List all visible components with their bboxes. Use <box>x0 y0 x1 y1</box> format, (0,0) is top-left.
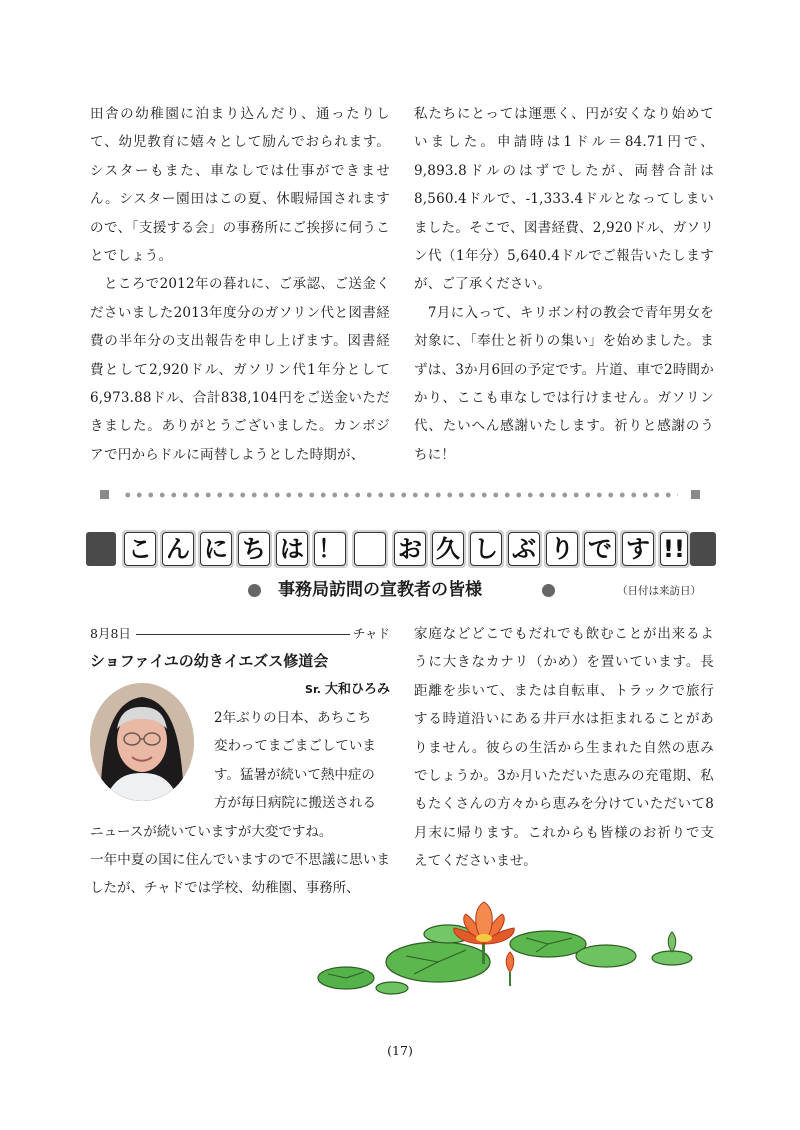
section-subtitle: 事務局訪問の宣教者の皆様 <box>278 580 482 600</box>
top-right-column <box>414 100 714 469</box>
banner-char: ん <box>160 530 196 568</box>
banner-end-block <box>86 532 116 566</box>
lotus-illustration <box>316 900 696 1000</box>
section-banner <box>86 530 716 570</box>
paragraph: 田舎の幼稚園に泊まり込んだり、通ったりして、幼児教育に嬉々として励んでおられます。シスターもまた、車なしでは仕事ができません。シスター園田はこの夏、休暇帰国されますので、「支援する会」の事務所にご挨拶に伺うことでしょう。 <box>90 106 390 265</box>
banner-char: 久 <box>430 530 466 568</box>
paragraph: ニュースが続いていますが大変ですね。 <box>90 823 333 840</box>
paragraph: 一年中夏の国に住んでいますので不思議に思いましたが、チャドでは学校、幼稚園、事務所、 <box>90 852 390 897</box>
dotted-divider <box>100 488 700 502</box>
organization-name: ショファイユの幼きイエズス修道会 <box>90 652 329 670</box>
divider-square-left <box>100 490 109 499</box>
banner-char: す <box>620 530 656 568</box>
paragraph: 7月に入って、キリボン村の教会で青年男女を対象に、「奉仕と祈りの集い」を始めました。まずは、3か月6回の予定です。片道、車で2時間かかり、ここも車なしでは行けません。ガソリン代、たいへん感謝いたします。祈りと感謝のうちに！ <box>414 304 714 463</box>
banner-char: お <box>392 530 428 568</box>
banner-char: に <box>198 530 234 568</box>
banner-char: で <box>582 530 618 568</box>
text-line: 方が毎日病院に搬送される <box>214 795 376 812</box>
visit-line <box>90 624 390 644</box>
author-name: 大和ひろみ <box>324 682 390 697</box>
banner-char: り <box>544 530 580 568</box>
banner-char: こ <box>122 530 158 568</box>
text-line: 2年ぶりの日本、あちこち <box>214 710 372 726</box>
text-line: す。猛暑が続いて熱中症の <box>214 766 375 783</box>
banner-char: ち <box>236 530 272 568</box>
page-number: (17) <box>387 1043 413 1058</box>
bullet-icon <box>248 584 261 597</box>
author <box>305 680 390 700</box>
visit-place: チャド <box>352 626 390 641</box>
banner-blank-cell <box>352 530 388 568</box>
top-left-column <box>90 100 390 469</box>
paragraph: 私たちにとっては運悪く、円が安くなり始めていました。申請時は1ドル＝84.71円で、9,893.8ドルのはずでしたが、両替合計は8,560.4ドルで、-1,333.4ドルとなってしまいました。そこで、図書経費、2,920ドル、ガソリン代（1年分）5,640.4ドルでご報告いたしますが、ご了承ください。 <box>414 106 714 293</box>
divider-dots <box>122 492 678 498</box>
paragraph: 家庭などどこでもだれでも飲むことが出来るように大きなカナリ（かめ）を置いています。長距離を歩いて、または自転車、トラックで旅行する時道沿いにある井戸水は拒まれることがありません。彼らの生活から生まれた自然の恵みでしょうか。3か月いただいた恵みの充電期、私もたくさんの方々から恵みを分けていただいて8月末に帰ります。これからも皆様のお祈りで支えてくださいませ。 <box>414 626 714 870</box>
divider-square-right <box>691 490 700 499</box>
bullet-icon <box>542 584 555 597</box>
banner-char: は <box>274 530 310 568</box>
article-wrapped-text <box>90 704 390 818</box>
visit-date: 8月8日 <box>90 626 131 641</box>
text-line: 変わってまごまごしていま <box>214 738 376 755</box>
lotus-icon <box>316 900 696 1000</box>
author-prefix: Sr. <box>305 683 321 696</box>
paragraph: ところで2012年の暮れに、ご承認、ご送金くださいました2013年度分のガソリン代と図書経費の半年分の支出報告を申し上げます。図書経費として2,920ドル、ガソリン代1年分として6,973.88ドル、合計838,104円をご送金いただきました。ありがとうございました。カンボジアで円からドルに両替しようとした時期が、 <box>90 276 390 463</box>
banner-char: し <box>468 530 504 568</box>
banner-end-block <box>690 532 716 566</box>
banner-char: ぶ <box>506 530 542 568</box>
banner-char: ！ <box>312 530 348 568</box>
article-right-column <box>414 620 714 876</box>
date-note: （日付は来訪日） <box>617 585 701 597</box>
banner-char: !! <box>658 530 690 568</box>
article-left-column <box>90 704 390 903</box>
visit-rule <box>136 634 350 635</box>
